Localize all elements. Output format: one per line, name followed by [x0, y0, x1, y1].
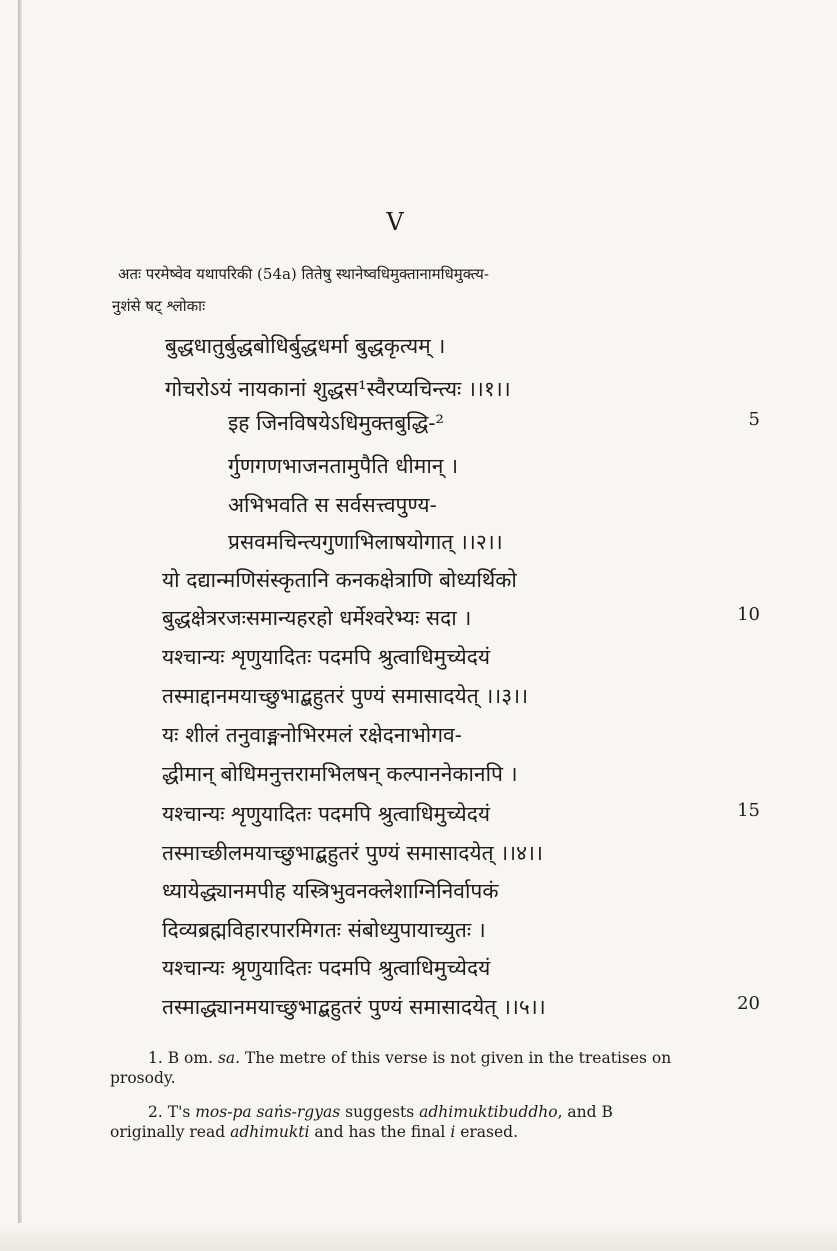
verse-text: अभिभवति स सर्वसत्त्वपुण्य- — [228, 493, 437, 517]
footnote-text: and has the final — [309, 1123, 451, 1141]
footnote-number: 2. — [148, 1103, 163, 1121]
footnote-text: , and B originally read — [110, 1103, 613, 1141]
verse-text: यश्चान्यः शृणुयादितः पदमपि श्रुत्वाधिमुच्येदयं — [162, 645, 491, 669]
verse-text: दिव्यब्रह्मविहारपारमिगतः संबोध्युपायाच्युतः । — [162, 918, 486, 942]
verse-text: बुद्धक्षेत्ररजःसमान्यहरहो धर्मेश्वरेभ्यः सदा । — [162, 606, 472, 630]
verse-text: तस्माद्दानमयाच्छुभाद्बहुतरं पुण्यं समासादयेत् ।।३।। — [162, 684, 529, 708]
footnotes — [110, 1048, 680, 1156]
line-number: 10 — [737, 604, 760, 625]
intro-line-1: अतः परमेष्वेव यथापरिकी (54a) तितेषु स्थानेष्वधिमुक्तानामधिमुक्त्य- — [118, 265, 489, 283]
intro-line-2: नुशंसे षट् श्लोकाः — [112, 297, 206, 315]
verse-line — [0, 409, 837, 453]
footnote-2 — [110, 1102, 680, 1142]
footnote-italic: i — [450, 1123, 456, 1141]
footnote-italic: sa — [217, 1049, 236, 1067]
verse-line — [0, 954, 837, 998]
page-bottom-edge — [0, 1223, 837, 1251]
verse-line — [0, 682, 837, 726]
footnote-italic: mos-pa saṅs-rgyas — [195, 1103, 341, 1121]
verse-line — [0, 643, 837, 687]
verse-line — [0, 800, 837, 844]
verse-text: यो दद्यान्मणिसंस्कृतानि कनकक्षेत्राणि बोध्यर्थिको — [162, 568, 517, 592]
footnote-italic: adhimuktibuddho — [419, 1103, 558, 1121]
verse-text: तस्माच्छीलमयाच्छुभाद्बहुतरं पुण्यं समासादयेत् ।।४।। — [162, 841, 543, 865]
verse-text: इह जिनविषयेऽधिमुक्तबुद्धि-² — [228, 411, 444, 435]
line-number: 5 — [748, 409, 760, 430]
verse-line — [0, 877, 837, 921]
verse-text: र्गुणगणभाजनतामुपैति धीमान् । — [228, 454, 459, 478]
verse-line — [0, 760, 837, 804]
verse-text: यश्चान्यः शृणुयादितः पदमपि श्रुत्वाधिमुच्येदयं — [162, 802, 491, 826]
verse-line — [0, 332, 837, 376]
verse-text: ध्यायेद्ध्यानमपीह यस्त्रिभुवनक्लेशाग्निनिर्वापकं — [162, 879, 499, 903]
footnote-text: . The metre of this verse is not given in the treatises on prosody. — [110, 1049, 672, 1087]
verse-text: प्रसवमचिन्त्यगुणाभिलाषयोगात् ।।२।। — [228, 530, 503, 554]
line-number: 20 — [737, 993, 760, 1014]
verse-text: गोचरोऽयं नायकानां शुद्धस¹स्वैरप्यचिन्त्यः ।।१।। — [165, 377, 511, 401]
footnote-italic: adhimukti — [230, 1123, 310, 1141]
intro-paragraph — [112, 258, 698, 322]
verse-line — [0, 993, 837, 1037]
footnote-text: erased. — [455, 1123, 519, 1141]
line-number: 15 — [737, 800, 760, 821]
footnote-1 — [110, 1048, 680, 1088]
verse-text: द्धीमान् बोधिमनुत्तरामभिलषन् कल्पाननेकानपि । — [162, 762, 518, 786]
chapter-heading: V — [386, 208, 404, 236]
verse-line — [0, 721, 837, 765]
footnote-text: suggests — [340, 1103, 420, 1121]
footnote-text: B om. — [167, 1049, 218, 1067]
verse-line — [0, 452, 837, 496]
verse-text: बुद्धधातुर्बुद्धबोधिर्बुद्धधर्मा बुद्धकृत्यम् । — [165, 334, 446, 358]
verse-text: यश्चान्यः श्रृणुयादितः पदमपि श्रुत्वाधिमुच्येदयं — [162, 956, 491, 980]
footnote-number: 1. — [148, 1049, 163, 1067]
verse-text: यः शीलं तनुवाङ्मनोभिरमलं रक्षेदनाभोगव- — [162, 723, 462, 747]
verse-text: तस्माद्ध्यानमयाच्छुभाद्बहुतरं पुण्यं समासादयेत् ।।५।। — [162, 995, 546, 1019]
verse-line — [0, 604, 837, 648]
footnote-text: T's — [167, 1103, 196, 1121]
